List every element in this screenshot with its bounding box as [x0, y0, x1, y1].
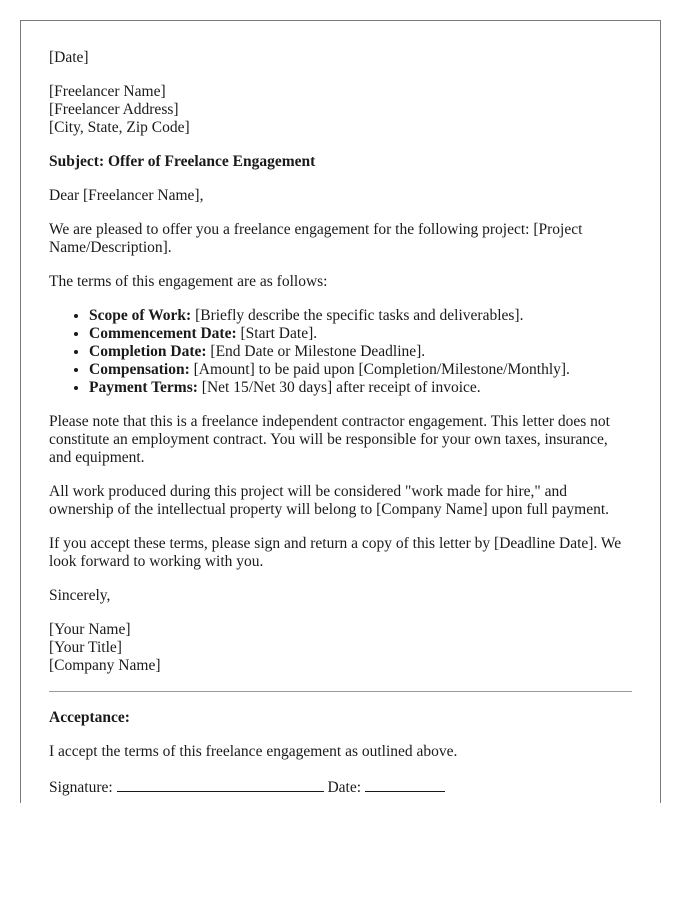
terms-list: [49, 307, 632, 397]
term-label: Scope of Work:: [89, 307, 192, 324]
intro-paragraph: We are pleased to offer you a freelance engagement for the following project: [Project Name/Description].: [49, 221, 583, 256]
term-label: Payment Terms:: [89, 379, 198, 396]
term-label: Compensation:: [89, 361, 190, 378]
letter-page: [20, 20, 661, 803]
term-text: [Net 15/Net 30 days] after receipt of invoice.: [197, 379, 481, 396]
recipient-name: [Freelancer Name]: [49, 83, 166, 100]
term-item-payment: [89, 379, 632, 397]
letter-date: [Date]: [49, 49, 89, 66]
term-label: Completion Date:: [89, 343, 207, 360]
term-item-commencement: [89, 325, 632, 343]
closing-request-paragraph: If you accept these terms, please sign and return a copy of this letter by [Deadline Date]. We look forward to working with you.: [49, 535, 622, 570]
ip-clause-paragraph: All work produced during this project will be considered "work made for hire," and ownership of the intellectual property will belong to [Company Name] upon full payment.: [49, 483, 610, 518]
recipient-address: [Freelancer Address]: [49, 101, 179, 118]
sign-off: Sincerely,: [49, 587, 111, 604]
term-text: [Briefly describe the specific tasks and deliverables].: [191, 307, 524, 324]
signature-label: Signature:: [49, 779, 113, 796]
signature-line: [49, 777, 632, 797]
term-text: [End Date or Milestone Deadline].: [206, 343, 426, 360]
date-blank[interactable]: [365, 777, 445, 792]
term-item-compensation: [89, 361, 632, 379]
sender-signature-block: [49, 621, 632, 675]
term-text: [Start Date].: [236, 325, 318, 342]
term-item-scope: [89, 307, 632, 325]
sender-title: [Your Title]: [49, 639, 122, 656]
section-divider: [49, 691, 632, 692]
signature-blank[interactable]: [117, 777, 324, 792]
terms-intro: The terms of this engagement are as follows:: [49, 273, 328, 290]
letter-subject: Subject: Offer of Freelance Engagement: [49, 153, 316, 170]
salutation: Dear [Freelancer Name],: [49, 187, 204, 204]
sender-company: [Company Name]: [49, 657, 161, 674]
recipient-city-state-zip: [City, State, Zip Code]: [49, 119, 190, 136]
term-label: Commencement Date:: [89, 325, 237, 342]
acceptance-statement: I accept the terms of this freelance engagement as outlined above.: [49, 743, 458, 760]
sender-name: [Your Name]: [49, 621, 131, 638]
recipient-address-block: [49, 83, 632, 137]
acceptance-heading: Acceptance:: [49, 709, 130, 726]
term-text: [Amount] to be paid upon [Completion/Milestone/Monthly].: [189, 361, 570, 378]
date-label: Date:: [327, 779, 362, 796]
contractor-note-paragraph: Please note that this is a freelance independent contractor engagement. This letter does not constitute an employment contract. You will be responsible for your own taxes, insurance, and equipment.: [49, 413, 610, 466]
term-item-completion: [89, 343, 632, 361]
